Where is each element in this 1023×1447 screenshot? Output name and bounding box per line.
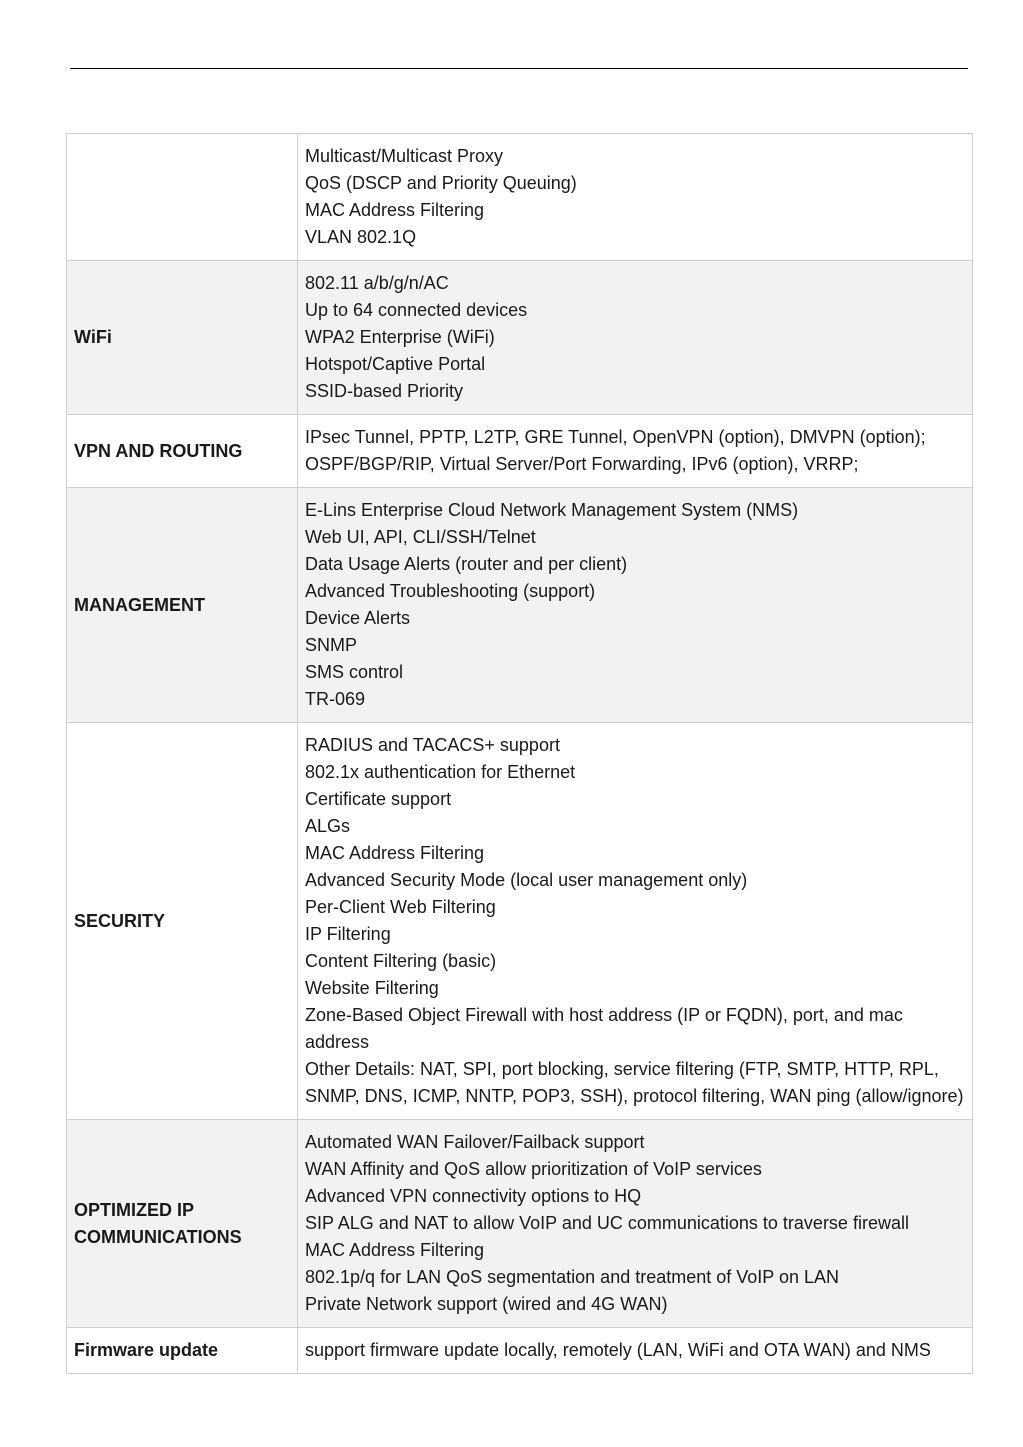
spec-value-line: WAN Affinity and QoS allow prioritization of VoIP services [305,1159,762,1179]
spec-value-line: IP Filtering [305,924,391,944]
spec-value-line: 802.1x authentication for Ethernet [305,762,576,782]
spec-value-line: Advanced Troubleshooting (support) [305,581,596,601]
spec-value-line: Web UI, API, CLI/SSH/Telnet [305,527,536,547]
spec-value [298,1120,973,1328]
spec-value-line: SSID-based Priority [305,381,464,401]
spec-value-line: Up to 64 connected devices [305,300,528,320]
spec-value-line: MAC Address Filtering [305,1240,485,1260]
spec-value-line: Website Filtering [305,978,439,998]
spec-value-line: Device Alerts [305,608,411,628]
spec-value-line: SMS control [305,662,404,682]
spec-value-line: Content Filtering (basic) [305,951,497,971]
spec-value-line: Multicast/Multicast Proxy [305,146,504,166]
spec-value-line: IPsec Tunnel, PPTP, L2TP, GRE Tunnel, OpenVPN (option), DMVPN (option); [305,427,926,447]
spec-value-line: MAC Address Filtering [305,843,485,863]
spec-value-line: Private Network support (wired and 4G WAN) [305,1294,668,1314]
spec-value [298,723,973,1120]
spec-value-line: Automated WAN Failover/Failback support [305,1132,645,1152]
spec-value [298,415,973,488]
spec-value-line: TR-069 [305,689,366,709]
spec-value-line: 802.1p/q for LAN QoS segmentation and treatment of VoIP on LAN [305,1267,840,1287]
spec-row [67,261,973,415]
spec-row [67,415,973,488]
spec-value-line: Certificate support [305,789,452,809]
spec-label: SECURITY [67,723,298,1120]
spec-value-line: QoS (DSCP and Priority Queuing) [305,173,577,193]
header-rule [70,68,968,69]
spec-value-line: VLAN 802.1Q [305,227,417,247]
spec-label: OPTIMIZED IP COMMUNICATIONS [67,1120,298,1328]
spec-value-line: 802.11 a/b/g/n/AC [305,273,449,293]
spec-table [66,133,973,1374]
spec-row [67,723,973,1120]
spec-value-line: Data Usage Alerts (router and per client) [305,554,628,574]
spec-value-line: SNMP [305,635,358,655]
spec-value-line: SIP ALG and NAT to allow VoIP and UC communications to traverse firewall [305,1213,909,1233]
spec-table-body [67,134,973,1374]
spec-label: Firmware update [67,1328,298,1374]
spec-value-line: E-Lins Enterprise Cloud Network Management System (NMS) [305,500,799,520]
spec-value-line: Advanced VPN connectivity options to HQ [305,1186,642,1206]
spec-row [67,134,973,261]
spec-label: WiFi [67,261,298,415]
spec-value [298,134,973,261]
spec-value-line: WPA2 Enterprise (WiFi) [305,327,495,347]
spec-label [67,134,298,261]
spec-value-line: Hotspot/Captive Portal [305,354,486,374]
spec-label: VPN AND ROUTING [67,415,298,488]
spec-value [298,1328,973,1374]
spec-row [67,1120,973,1328]
spec-value-line: Other Details: NAT, SPI, port blocking, service filtering (FTP, SMTP, HTTP, RPL, SNMP, DNS, ICMP, NNTP, POP3, SSH), protocol filtering, WAN ping (allow/ignore) [305,1059,964,1106]
spec-value-line: ALGs [305,816,351,836]
spec-value-line: Per-Client Web Filtering [305,897,496,917]
spec-value-line: RADIUS and TACACS+ support [305,735,560,755]
spec-value [298,488,973,723]
spec-value-line: support firmware update locally, remotely (LAN, WiFi and OTA WAN) and NMS [305,1340,931,1360]
spec-value [298,261,973,415]
spec-value-line: Advanced Security Mode (local user management only) [305,870,748,890]
spec-value-line: Zone-Based Object Firewall with host address (IP or FQDN), port, and mac address [305,1005,903,1052]
spec-label: MANAGEMENT [67,488,298,723]
spec-value-line: MAC Address Filtering [305,200,485,220]
spec-row [67,1328,973,1374]
spec-row [67,488,973,723]
spec-value-line: OSPF/BGP/RIP, Virtual Server/Port Forwarding, IPv6 (option), VRRP; [305,454,859,474]
